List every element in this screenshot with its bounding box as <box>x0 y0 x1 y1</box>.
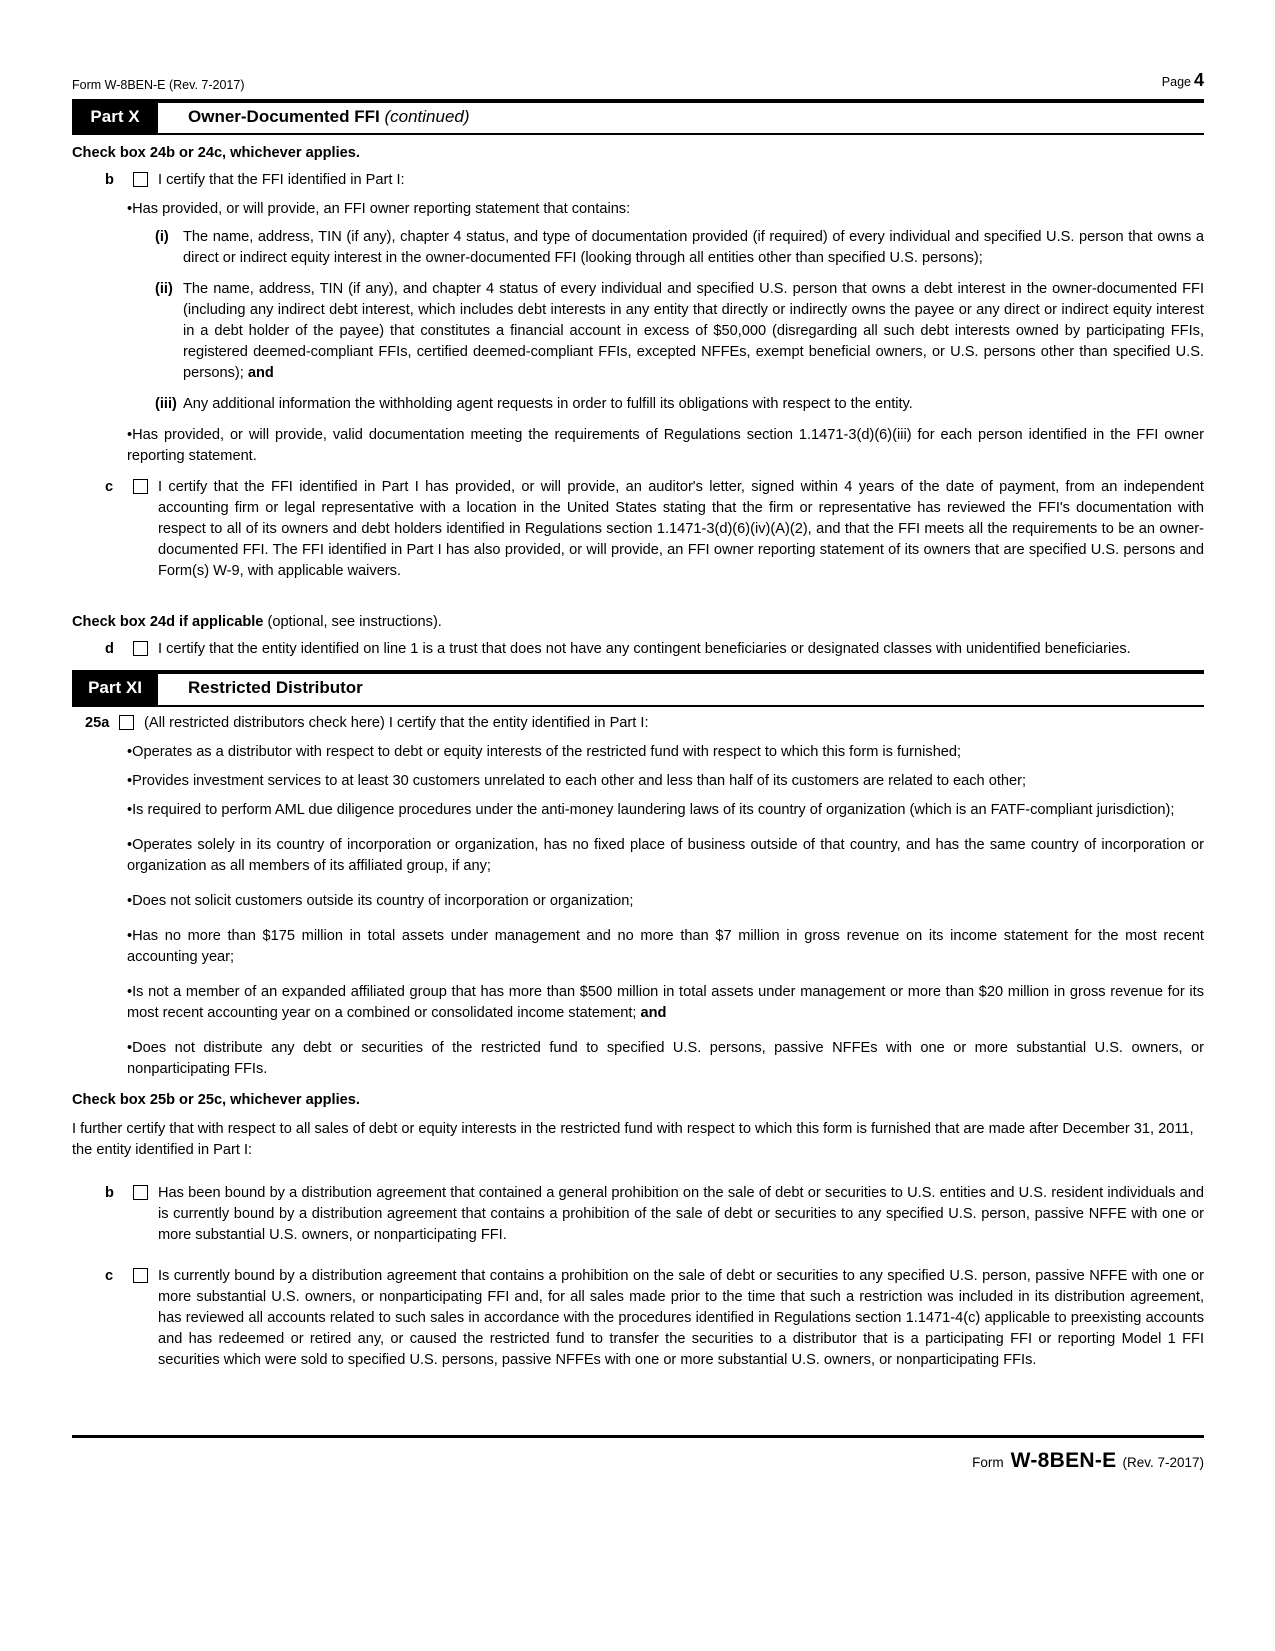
sub-item-i-label: (i) <box>155 229 169 246</box>
check-instruction-24d-rest: (optional, see instructions). <box>267 614 442 631</box>
part-x-title-text: Owner-Documented FFI <box>188 106 380 126</box>
sub-item-iii-text: Any additional information the withholding agent requests in order to fulfill its obligations with respect to the entity. <box>183 396 913 413</box>
item-24c-text: I certify that the FFI identified in Part I has provided, or will provide, an auditor's letter, signed within 4 years of the date of payment, from an independent accounting firm or legal representative with a location in the United States stating that the firm or representative has reviewed the FFI's documentation with respect to all of its owners and debt holders identified in Regulations section 1.1471-3(d)(6)(iv)(A)(2), and that the FFI meets all the requirements to be an owner-documented FFI. The FFI identified in Part I has also provided, or will provide, an FFI owner reporting statement of its owners that are specified U.S. persons and Form(s) W-9, with applicable waivers. <box>158 479 1204 580</box>
item-25a-number: 25a <box>85 714 110 731</box>
sub-item-iii <box>72 394 1204 415</box>
sub-item-ii-label: (ii) <box>155 281 173 298</box>
part-xi-label: Part XI <box>72 674 158 704</box>
item-24d-letter: d <box>105 641 114 658</box>
checkbox-24b[interactable] <box>133 172 148 187</box>
bullet-operates-as-distributor <box>127 742 1204 763</box>
item-25c-letter: c <box>105 1267 114 1284</box>
page-word: Page <box>1161 75 1191 89</box>
bullet-assets-limit-text: Has no more than $175 million in total assets under management and no more than $7 million in gross revenue on its income statement for the most recent accounting year; <box>127 927 1204 965</box>
part-x-header <box>72 99 1204 135</box>
bullet-assets-limit <box>127 926 1204 968</box>
bullet-operates-solely <box>127 835 1204 877</box>
item-25b-letter: b <box>105 1184 114 1201</box>
part-x-label: Part X <box>72 103 158 133</box>
checkbox-25a[interactable] <box>119 715 134 730</box>
footer-form-word: Form <box>972 1454 1004 1470</box>
item-25c <box>72 1266 1204 1371</box>
item-24b-text: I certify that the FFI identified in Part I: <box>158 172 405 189</box>
page-number: 4 <box>1193 70 1204 90</box>
bullet-expanded-group-text: Is not a member of an expanded affiliated group that has more than $500 million in total assets under management or more than $20 million in gross revenue for its most recent accounting year on a combined or consolidated income statement; <box>127 983 1204 1021</box>
sub-item-ii-text <box>183 279 1204 384</box>
part-x-title-continued: (continued) <box>384 106 470 126</box>
sub-item-ii-bold-and: and <box>247 365 274 382</box>
item-24d <box>72 639 1204 660</box>
further-certify-intro: I further certify that with respect to all sales of debt or equity interests in the restricted fund with respect to which this form is furnished that are made after December 31, 2011, the entity identified in Part I: <box>72 1120 1194 1158</box>
footer-form-name: W-8BEN-E <box>1010 1448 1117 1472</box>
page-footer <box>72 1446 1204 1476</box>
page-indicator <box>1162 68 1204 94</box>
item-25c-text: Is currently bound by a distribution agreement that contains a prohibition on the sale of debt or securities to any specified U.S. person, passive NFFE with one or more substantial U.S. owners, or nonparticipating FFI and, for all sales made prior to the time that such a restriction was included in its distribution agreement, has reviewed all accounts related to such sales in accordance with the procedures identified in Regulations section 1.1471-4(c) applicable to preexisting accounts and has redeemed or retired any, or caused the restricted fund to transfer the securities to a distributor that is a participating FFI or reporting Model 1 FFI securities which were sold to specified U.S. persons, passive NFFEs with one or more substantial U.S. owners, or nonparticipating FFIs. <box>158 1267 1204 1368</box>
item-25b-text: Has been bound by a distribution agreement that contained a general prohibition on the sale of debt or securities to U.S. entities and U.S. resident individuals and is currently bound by a distribution agreement that contains a prohibition of the sale of debt or securities to any specified U.S. person, passive NFFE with one or more substantial U.S. owners, or nonparticipating FFI. <box>158 1184 1204 1243</box>
bullet-expanded-group-bold-and: and <box>640 1004 667 1021</box>
sub-item-i-text: The name, address, TIN (if any), chapter 4 status, and type of documentation provided (if required) of every individual and specified U.S. person that owns a direct or indirect equity interest in the owner-documented FFI (looking through all entities other than specified U.S. persons); <box>183 229 1204 267</box>
bullet-investment-services <box>127 771 1204 792</box>
bullet-no-distribute <box>127 1038 1204 1080</box>
item-24d-text: I certify that the entity identified on line 1 is a trust that does not have any contingent beneficiaries or designated classes with unidentified beneficiaries. <box>158 641 1131 658</box>
sub-item-ii-text-main: The name, address, TIN (if any), and chapter 4 status of every individual and specified U.S. person that owns a debt interest in the owner-documented FFI (including any indirect debt interest, which includes debt interests in any entity that directly or indirectly owns the payee or any direct or indirect equity interest in a debt holder of the payee) that constitutes a financial account in excess of $50,000 (disregarding all such debt interests owned by participating FFIs, registered deemed-compliant FFIs, certified deemed-compliant FFIs, excepted NFFEs, exempt beneficial owners, or U.S. persons other than specified U.S. persons); <box>183 281 1204 382</box>
bullet-aml-due-diligence-text: Is required to perform AML due diligence procedures under the anti-money laundering laws of its country of organization (which is an FATF-compliant jurisdiction); <box>132 801 1175 818</box>
check-instruction-24d <box>72 612 1204 633</box>
sub-item-iii-label: (iii) <box>155 396 177 413</box>
form-id-label: Form W-8BEN-E (Rev. 7-2017) <box>72 77 245 92</box>
part-x-title <box>158 103 470 133</box>
bullet-aml-due-diligence <box>127 800 1204 821</box>
bullet-expanded-group <box>127 982 1204 1024</box>
bullet-no-solicit-text: Does not solicit customers outside its country of incorporation or organization; <box>132 892 634 909</box>
item-25a <box>72 713 1204 734</box>
part-xi-title: Restricted Distributor <box>188 678 363 698</box>
bullet-owner-reporting-statement <box>127 199 1204 220</box>
checkbox-24c[interactable] <box>133 479 148 494</box>
bullet-operates-solely-text: Operates solely in its country of incorporation or organization, has no fixed place of business outside of that country, and has the same country of incorporation or organization as all members of its affiliated group, if any; <box>127 836 1204 874</box>
bullet-no-solicit <box>127 891 1204 912</box>
bullet-owner-reporting-statement-text: Has provided, or will provide, an FFI owner reporting statement that contains: <box>132 201 631 218</box>
sub-item-ii <box>72 279 1204 384</box>
check-instruction-25bc: Check box 25b or 25c, whichever applies. <box>72 1091 360 1108</box>
item-25a-text: (All restricted distributors check here) I certify that the entity identified in Part I: <box>144 714 649 731</box>
check-instruction-24bc: Check box 24b or 24c, whichever applies. <box>72 145 360 162</box>
page-header <box>72 68 1204 94</box>
bullet-valid-documentation-text: Has provided, or will provide, valid documentation meeting the requirements of Regulations section 1.1471-3(d)(6)(iii) for each person identified in the FFI owner reporting statement. <box>127 427 1204 465</box>
checkbox-25c[interactable] <box>133 1268 148 1283</box>
check-instruction-24d-bold: Check box 24d if applicable <box>72 614 264 631</box>
bullet-valid-documentation <box>127 425 1204 467</box>
sub-item-i <box>72 227 1204 269</box>
bullet-operates-as-distributor-text: Operates as a distributor with respect to debt or equity interests of the restricted fund with respect to which this form is furnished; <box>132 743 962 760</box>
footer-revision: (Rev. 7-2017) <box>1122 1454 1204 1470</box>
checkbox-24d[interactable] <box>133 641 148 656</box>
bullet-investment-services-text: Provides investment services to at least 30 customers unrelated to each other and less than half of its customers are related to each other; <box>132 772 1027 789</box>
bullet-no-distribute-text: Does not distribute any debt or securities of the restricted fund to specified U.S. persons, passive NFFEs with one or more substantial U.S. owners, or nonparticipating FFIs. <box>127 1039 1204 1077</box>
item-24b <box>72 170 1204 191</box>
footer-divider <box>72 1435 1204 1438</box>
item-24c <box>72 477 1204 582</box>
item-25b <box>72 1183 1204 1246</box>
checkbox-25b[interactable] <box>133 1185 148 1200</box>
item-24c-letter: c <box>105 479 114 496</box>
item-24b-letter: b <box>105 172 114 189</box>
part-xi-header <box>72 670 1204 706</box>
